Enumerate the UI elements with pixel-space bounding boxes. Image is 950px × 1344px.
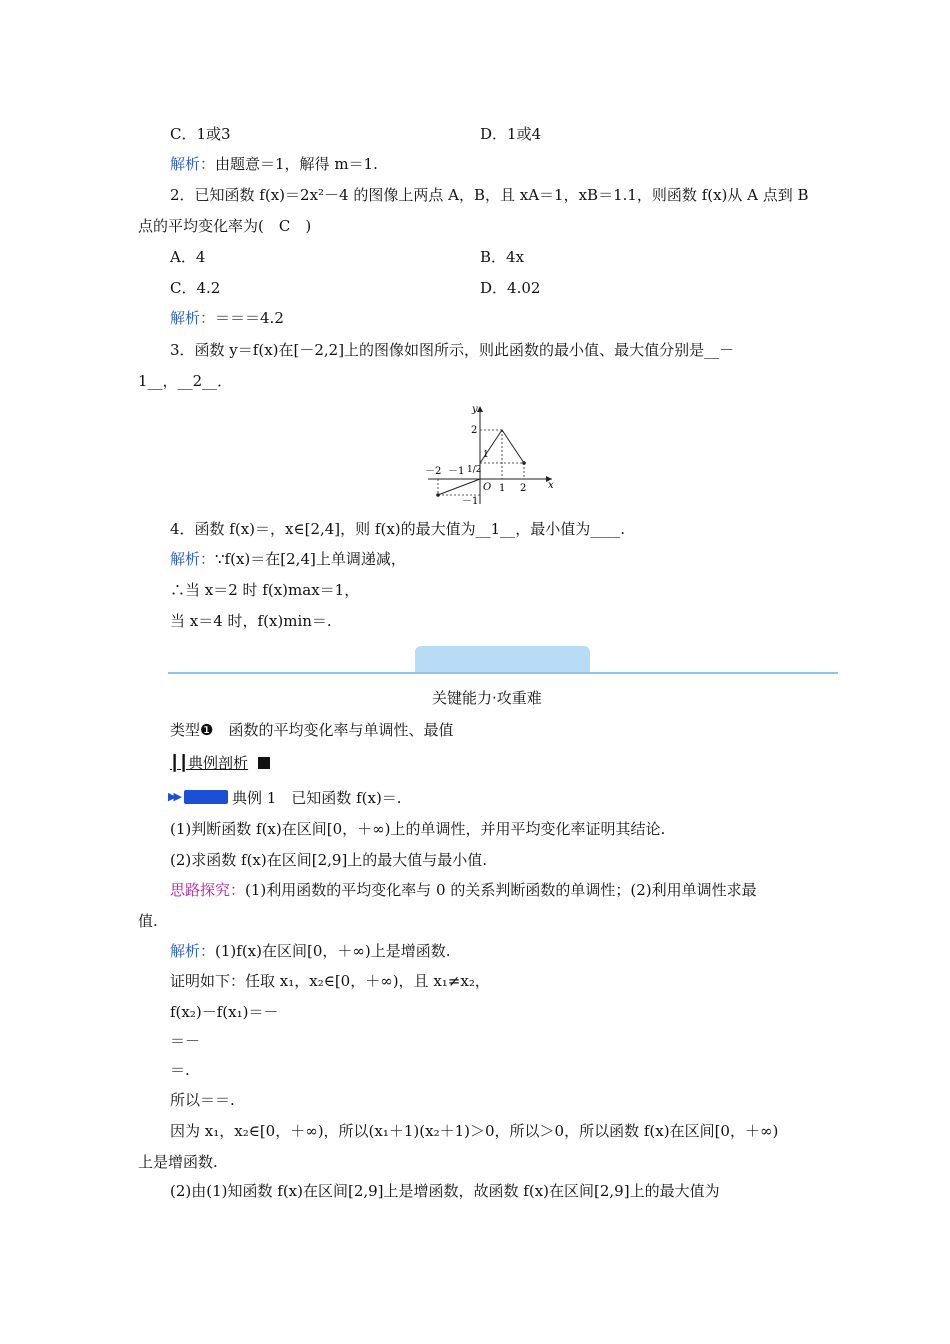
analysis-line: 当 x＝4 时，f(x)min＝. — [170, 612, 332, 630]
sub-heading-text: ┃┃典例剖析 — [170, 754, 249, 772]
analysis-line: ∴当 x＝2 时 f(x)max＝1， — [170, 581, 360, 599]
question-3-stem — [170, 340, 734, 360]
type-heading: 类型❶ 函数的平均变化率与单调性、最值 — [170, 721, 454, 739]
question-2-stem: 2．已知函数 f(x)＝2x²－4 的图像上两点 A，B，且 xA＝1，xB＝1.1，则函数 f(x)从 A 点到 B — [170, 186, 809, 204]
question-3-text: 3．函数 y＝f(x)在[－2,2]上的图像如图所示，则此函数的最小值、最大值分别是 — [170, 341, 705, 359]
tick-label: 2 — [520, 483, 527, 494]
tick-label: －2 — [425, 466, 442, 477]
question-4-mid: ，最小值为 — [515, 520, 591, 538]
proof-line: 所以＝＝. — [170, 1091, 235, 1109]
square-icon — [258, 757, 270, 769]
answer-max: __2__ — [177, 372, 218, 390]
option-c: C．1或3 — [170, 125, 231, 143]
tick-label: 1 — [499, 483, 506, 494]
proof-line: ＝－ — [170, 1032, 201, 1050]
option-d: D．1或4 — [480, 125, 542, 143]
analysis-text: ∵f(x)＝在[2,4]上单调递减， — [215, 550, 406, 568]
example-part-2: (2)求函数 f(x)在区间[2,9]上的最大值与最小值. — [170, 851, 488, 869]
y-axis-arrow — [477, 406, 483, 412]
separator: ， — [162, 372, 178, 390]
proof-line: ＝. — [170, 1061, 190, 1079]
section-title: 关键能力·攻重难 — [432, 689, 542, 707]
option-c: C．4.2 — [170, 279, 221, 297]
analysis-label: 解析： — [170, 155, 216, 173]
origin-label: O — [483, 482, 492, 493]
proof-line: f(x₂)－f(x₁)＝－ — [170, 1003, 279, 1021]
period: ． — [217, 372, 233, 390]
hint-label: 思路探究： — [170, 881, 246, 899]
answer-max: __1__ — [475, 520, 516, 538]
period: . — [620, 520, 625, 538]
section-banner-tab — [415, 646, 590, 673]
option-d: D．4.02 — [480, 279, 541, 297]
example-tag — [184, 790, 228, 804]
proof-line: 上是增函数. — [138, 1153, 218, 1171]
analysis-label: 解析： — [170, 309, 216, 327]
question-4-text: 4．函数 f(x)＝，x∈[2,4]，则 f(x)的最大值为 — [170, 520, 476, 538]
hint-text: (1)利用函数的平均变化率与 0 的关系判断函数的单调性；(2)利用单调性求最 — [245, 881, 757, 899]
fast-forward-icon: ▶▶ — [168, 790, 179, 803]
analysis-label: 解析： — [170, 550, 216, 568]
function-graph — [420, 400, 560, 510]
analysis-label: 解析： — [170, 942, 216, 960]
y-label: y — [472, 404, 478, 415]
x-label: x — [548, 480, 554, 491]
answer-min: ____ — [590, 520, 621, 538]
section-divider — [168, 672, 838, 674]
analysis-line — [170, 308, 284, 328]
part-2-solution: (2)由(1)知函数 f(x)在区间[2,9]上是增函数，故函数 f(x)在区间[2,9]上的最大值为 — [170, 1182, 720, 1200]
analysis-text: (1)f(x)在区间[0，＋∞)上是增函数. — [215, 942, 451, 960]
tick-label: －1 — [448, 466, 465, 477]
graph-curve — [438, 430, 527, 495]
question-3-answers — [138, 371, 232, 391]
tick-label: 1/2 — [467, 465, 482, 475]
endpoint-dot — [436, 493, 440, 497]
question-4-stem — [170, 519, 625, 539]
tick-label: －1 — [462, 496, 479, 507]
example-part-1: (1)判断函数 f(x)在区间[0，＋∞)上的单调性，并用平均变化率证明其结论. — [170, 820, 666, 838]
hint-line-cont: 值. — [138, 912, 158, 930]
analysis-text: ＝＝＝4.2 — [215, 309, 284, 327]
tick-label: 1 — [483, 450, 489, 460]
analysis-line — [170, 549, 406, 569]
answer-min-part2: 1__ — [138, 372, 163, 390]
option-a: A．4 — [170, 248, 206, 266]
tick-label: 2 — [471, 425, 478, 436]
question-2-stem-cont: 点的平均变化率为( C ) — [138, 217, 312, 235]
sub-heading — [170, 753, 270, 773]
endpoint-dot — [522, 461, 526, 465]
analysis-line — [170, 941, 451, 961]
option-b: B．4x — [480, 248, 525, 266]
answer-min-part1: __－ — [704, 341, 735, 359]
hint-line — [170, 880, 757, 900]
analysis-line — [170, 154, 378, 174]
proof-line: 因为 x₁，x₂∈[0，＋∞)，所以(x₁＋1)(x₂＋1)＞0，所以＞0，所以函数 f(x)在区间[0，＋∞) — [170, 1122, 779, 1140]
analysis-text: 由题意＝1，解得 m＝1. — [215, 155, 378, 173]
proof-line: 证明如下：任取 x₁，x₂∈[0，＋∞)，且 x₁≠x₂， — [170, 972, 490, 990]
example-title: 典例 1 已知函数 f(x)＝. — [232, 789, 402, 807]
